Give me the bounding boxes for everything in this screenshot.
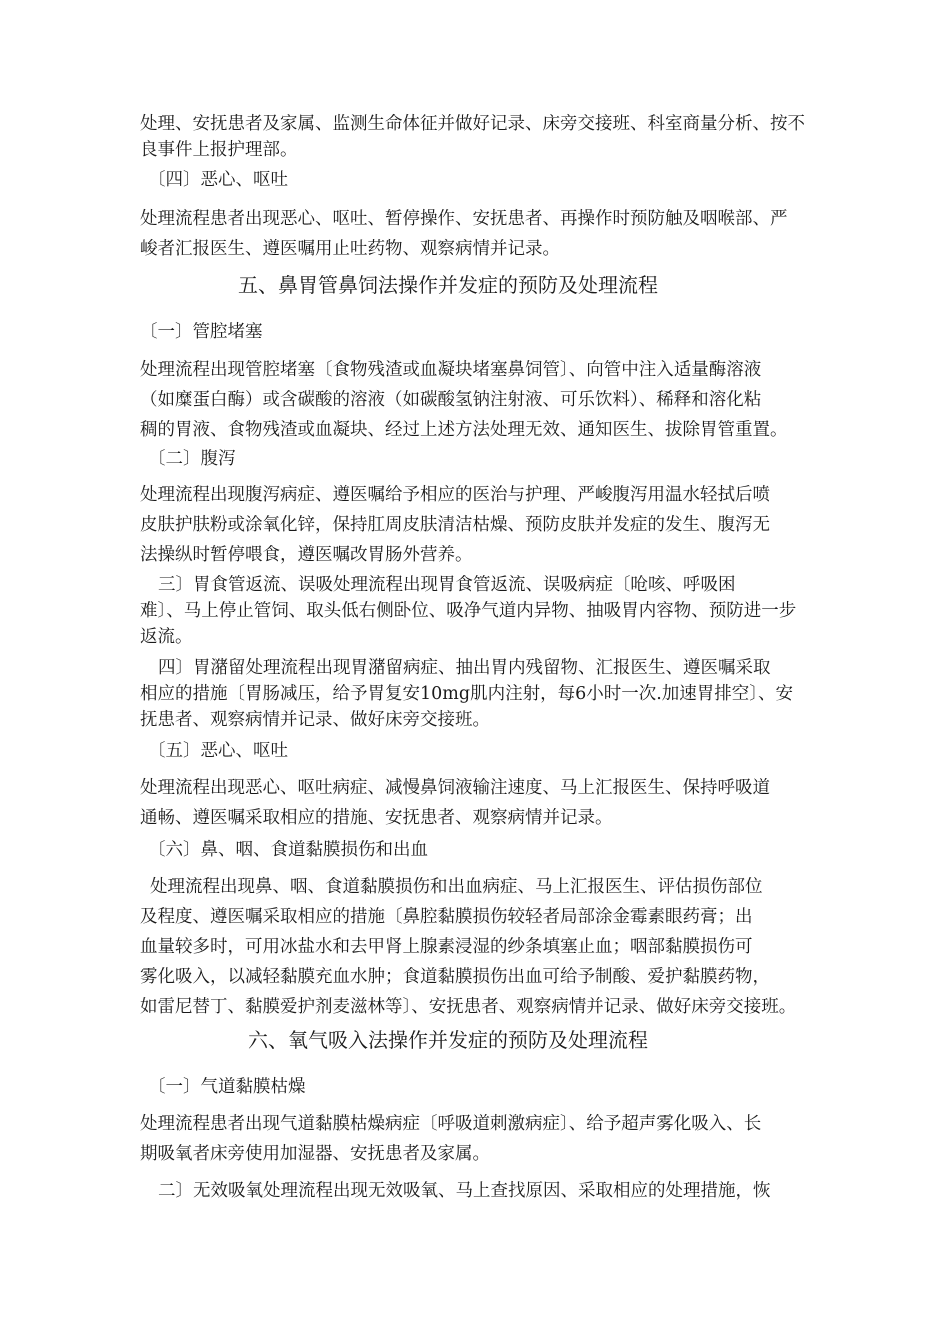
text-line: 处理流程出现腹泻病症、遵医嘱给予相应的医治与护理、严峻腹泻用温水轻拭后喷 <box>140 485 770 505</box>
text-line: 四〕胃潴留处理流程出现胃潴留病症、抽出胃内残留物、汇报医生、遵医嘱采取 <box>158 658 771 678</box>
text-line: 雾化吸入，以减轻黏膜充血水肿；食道黏膜损伤出血可给予制酸、爱护黏膜药物， <box>140 967 770 987</box>
paragraph <box>140 111 805 163</box>
text-line: 法操纵时暂停喂食，遵医嘱改胃肠外营养。 <box>140 545 473 565</box>
text-line: 处理流程出现恶心、呕吐病症、减慢鼻饲液输注速度、马上汇报医生、保持呼吸道 <box>140 778 770 798</box>
paragraph <box>140 773 770 833</box>
text-line: 返流。 <box>140 627 193 647</box>
text-line: 如雷尼替丁、黏膜爱护剂麦滋林等〕、安抚患者、观察病情并记录、做好床旁交接班。 <box>140 997 797 1017</box>
subsection-heading: 〔六〕鼻、咽、食道黏膜损伤和出血 <box>148 840 428 860</box>
text-line: 血量较多时，可用冰盐水和去甲肾上腺素浸湿的纱条填塞止血；咽部黏膜损伤可 <box>140 937 753 957</box>
text-line: 处理流程出现鼻、咽、食道黏膜损伤和出血病症、马上汇报医生、评估损伤部位 <box>150 877 763 897</box>
text-line: 相应的措施〔胃肠减压，给予胃复安10mg肌内注射，每6小时一次.加速胃排空〕、安 <box>140 684 794 704</box>
text-line: （如糜蛋白酶）或含碳酸的溶液（如碳酸氢钠注射液、可乐饮料）、稀释和溶化粘 <box>140 390 762 410</box>
paragraph <box>140 1176 771 1206</box>
paragraph <box>140 355 788 445</box>
text-line: 稠的胃液、食物残渣或血凝块、经过上述方法处理无效、通知医生、拔除胃管重置。 <box>140 420 788 440</box>
paragraph <box>140 872 796 1022</box>
subsection-heading: 〔一〕气道黏膜枯燥 <box>148 1077 306 1097</box>
text-line: 良事件上报护理部。 <box>140 140 298 160</box>
text-line: 难〕、马上停止管饲、取头低右侧卧位、吸净气道内异物、抽吸胃内容物、预防进一步 <box>140 601 797 621</box>
subsection-heading: 〔二〕腹泻 <box>148 449 236 469</box>
text-line: 抚患者、观察病情并记录、做好床旁交接班。 <box>140 710 490 730</box>
subsection-heading: 〔五〕恶心、呕吐 <box>148 741 288 761</box>
paragraph <box>140 480 770 570</box>
paragraph <box>140 572 796 650</box>
text-line: 二〕无效吸氧处理流程出现无效吸氧、马上查找原因、采取相应的处理措施，恢 <box>158 1181 771 1201</box>
subsection-heading: 〔一〕管腔堵塞 <box>140 322 263 342</box>
section-heading: 五、鼻胃管鼻饲法操作并发症的预防及处理流程 <box>238 273 658 297</box>
text-line: 及程度、遵医嘱采取相应的措施〔鼻腔黏膜损伤较轻者局部涂金霉素眼药膏；出 <box>140 907 753 927</box>
subsection-heading: 〔四〕恶心、呕吐 <box>148 170 288 190</box>
text-line: 处理流程出现管腔堵塞〔食物残渣或血凝块堵塞鼻饲管〕、向管中注入适量酶溶液 <box>140 360 762 380</box>
paragraph <box>140 204 788 264</box>
text-line: 期吸氧者床旁使用加湿器、安抚患者及家属。 <box>140 1144 490 1164</box>
text-line: 处理流程患者出现恶心、呕吐、暂停操作、安抚患者、再操作时预防触及咽喉部、严 <box>140 209 788 229</box>
text-line: 峻者汇报医生、遵医嘱用止吐药物、观察病情并记录。 <box>140 239 560 259</box>
text-line: 通畅、遵医嘱采取相应的措施、安抚患者、观察病情并记录。 <box>140 808 613 828</box>
text-line: 处理流程患者出现气道黏膜枯燥病症〔呼吸道刺激病症〕、给予超声雾化吸入、长 <box>140 1114 762 1134</box>
paragraph <box>140 655 793 733</box>
text-line: 皮肤护肤粉或涂氧化锌，保持肛周皮肤清洁枯燥、预防皮肤并发症的发生、腹泻无 <box>140 515 770 535</box>
paragraph <box>140 1109 761 1169</box>
text-line: 三〕胃食管返流、误吸处理流程出现胃食管返流、误吸病症〔呛咳、呼吸困 <box>158 575 736 595</box>
section-heading: 六、氧气吸入法操作并发症的预防及处理流程 <box>248 1028 648 1052</box>
text-line: 处理、安抚患者及家属、监测生命体征并做好记录、床旁交接班、科室商量分析、按不 <box>140 114 805 134</box>
